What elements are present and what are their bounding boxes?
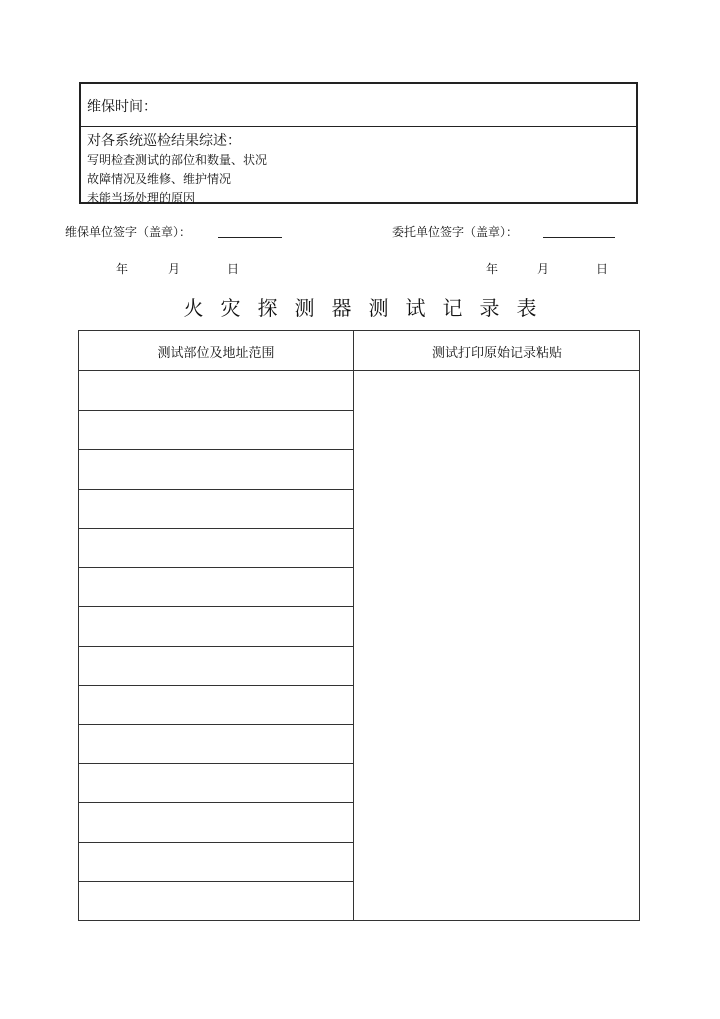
maintenance-time-label: 维保时间： [87,99,157,115]
column-header-test-location: 测试部位及地址范围 [157,346,275,361]
summary-line-1: 写明检查测试的部位和数量、状况 [87,153,268,167]
right-date-year: 年 [486,262,499,276]
left-date-month: 月 [168,262,181,276]
form-title: 火灾探测器测试记录表 [183,296,554,320]
maintenance-unit-signature-line[interactable] [218,237,282,238]
summary-line-3: 未能当场处理的原因 [87,191,196,205]
right-date-day: 日 [596,262,609,276]
table-row[interactable] [79,881,353,920]
table-row[interactable] [79,685,353,724]
left-date-year: 年 [116,262,129,276]
table-row[interactable] [79,606,353,645]
table-row[interactable] [79,763,353,802]
detector-test-record-table [78,330,640,921]
right-date-month: 月 [537,262,550,276]
client-unit-signature-line[interactable] [543,237,615,238]
table-row[interactable] [79,449,353,488]
table-header-row [79,331,639,371]
maintenance-time-row [81,84,636,127]
summary-line-2: 故障情况及维修、维护情况 [87,172,232,186]
table-row[interactable] [79,567,353,606]
maintenance-summary-box [79,82,638,204]
table-row[interactable] [79,646,353,685]
table-row[interactable] [79,410,353,449]
table-row[interactable] [79,724,353,763]
maintenance-unit-signature-label: 维保单位签字（盖章）： [65,225,192,239]
summary-heading: 对各系统巡检结果综述： [87,133,241,149]
left-date-day: 日 [227,262,240,276]
table-row[interactable] [79,528,353,567]
printed-record-paste-area[interactable] [354,371,640,920]
table-row[interactable] [79,489,353,528]
table-row[interactable] [79,371,353,410]
client-unit-signature-label: 委托单位签字（盖章）： [392,225,519,239]
table-row[interactable] [79,842,353,881]
table-row[interactable] [79,802,353,841]
column-header-printed-record: 测试打印原始记录粘贴 [431,346,562,361]
